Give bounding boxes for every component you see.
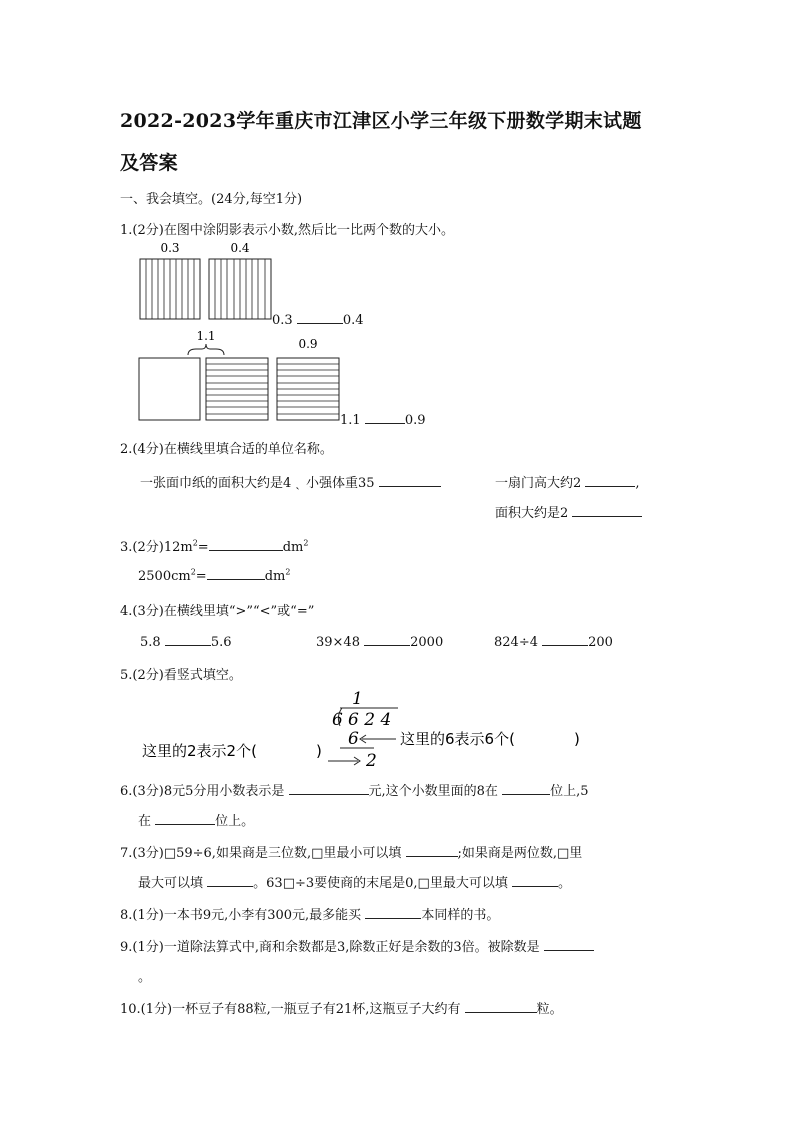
q4-c-blank[interactable] (542, 632, 588, 646)
q8-b: 本同样的书。 (421, 908, 500, 923)
q7-line1 (120, 842, 582, 861)
q1-cmp1-blank[interactable] (297, 310, 343, 324)
q6-line2 (138, 810, 254, 829)
q5-divisor: 6 (332, 710, 343, 730)
q6-blank-1[interactable] (289, 781, 369, 795)
q1-label-c: 1.1 (196, 329, 216, 343)
q5-quotient: 1 (352, 689, 363, 709)
q1-cmp1-left: 0.3 (272, 313, 293, 328)
q1-label-b: 0.4 (230, 241, 250, 255)
q3-line2 (138, 566, 290, 584)
q1-cmp2-right: 0.9 (404, 413, 426, 428)
section-1-heading: 一、我会填空。(24分,每空1分) (120, 192, 303, 207)
q2-c-tail: , (635, 476, 640, 491)
q2-a-text: 一张面巾纸的面积大约是4 (140, 476, 292, 491)
q6-c: 位上,5 (550, 784, 589, 799)
q3-unit2: dm (264, 569, 286, 584)
q7-c: 最大可以填 (138, 876, 204, 891)
q2-item-c (495, 472, 640, 491)
q2-item-d (495, 502, 642, 521)
q2-item-b (306, 472, 441, 491)
brace-icon (188, 344, 224, 355)
q6-a: 6.(3分)8元5分用小数表示是 (120, 784, 285, 799)
q4-b-left: 39×48 (316, 635, 360, 650)
q6-line1 (120, 780, 588, 799)
q8-line (120, 904, 499, 923)
q4-item-a (140, 632, 232, 650)
doc-title-line2: 及答案 (120, 152, 178, 174)
q2-b-blank[interactable] (379, 473, 441, 487)
q10-b: 粒。 (536, 1002, 563, 1017)
q5-note-right: 这里的6表示6个( (400, 730, 515, 748)
q1-label-d: 0.9 (298, 337, 318, 351)
q6-blank-3[interactable] (155, 811, 215, 825)
q3-unit1: dm (282, 540, 304, 555)
q2-d-blank[interactable] (572, 503, 642, 517)
q6-e: 位上。 (215, 814, 255, 829)
q1-compare-1 (272, 310, 364, 328)
q1-compare-2 (340, 410, 426, 428)
q1-figures (130, 238, 450, 428)
q3-blank-1[interactable] (209, 537, 283, 551)
q5-text: 5.(2分)看竖式填空。 (120, 668, 242, 683)
q3-blank-2[interactable] (207, 566, 265, 580)
q7-e: 。 (557, 876, 571, 891)
q6-b: 元,这个小数里面的8在 (368, 784, 498, 799)
q6-blank-2[interactable] (502, 781, 550, 795)
q4-b-right: 2000 (410, 635, 444, 650)
q1-cmp2-blank[interactable] (365, 410, 405, 424)
q2-text: 2.(4分)在横线里填合适的单位名称。 (120, 442, 333, 457)
q4-c-right: 200 (588, 635, 613, 650)
q4-item-c (494, 632, 613, 650)
q5-product: 6 (348, 729, 359, 749)
q5-long-division (130, 688, 600, 772)
doc-title-line1: 2022-2023学年重庆市江津区小学三年级下册数学期末试题 (120, 110, 642, 132)
q4-a-right: 5.6 (210, 635, 232, 650)
q9-line2: 。 (138, 970, 152, 985)
q5-remainder: 2 (366, 751, 377, 771)
q2-a-mark: ˎ (295, 476, 300, 491)
q9-blank[interactable] (544, 937, 594, 951)
q7-blank-1[interactable] (406, 843, 458, 857)
q3-line2-text: 2500cm (138, 569, 191, 584)
q2-c-blank[interactable] (585, 473, 635, 487)
q3-eq1: = (197, 540, 209, 555)
q6-d: 在 (138, 814, 152, 829)
q5-note-right-end: ) (574, 730, 580, 748)
q4-a-blank[interactable] (165, 632, 211, 646)
q3-sup1: 2 (192, 538, 198, 548)
q10-blank[interactable] (465, 999, 537, 1013)
q7-blank-3[interactable] (512, 873, 558, 887)
q7-blank-2[interactable] (207, 873, 253, 887)
q2-d-text: 面积大约是2 (495, 506, 569, 521)
q4-item-b (316, 632, 443, 650)
q7-d: 。63□÷3要使商的末尾是0,□里最大可以填 (253, 876, 508, 891)
q3-line1 (120, 536, 308, 555)
q7-a: 7.(3分)□59÷6,如果商是三位数,□里最小可以填 (120, 846, 402, 861)
q3-sup3: 2 (190, 567, 196, 577)
q4-b-blank[interactable] (364, 632, 410, 646)
q10-a: 10.(1分)一杯豆子有88粒,一瓶豆子有21杯,这瓶豆子大约有 (120, 1002, 461, 1017)
q10-line (120, 998, 563, 1017)
q4-a-left: 5.8 (140, 635, 161, 650)
q4-c-left: 824÷4 (494, 635, 538, 650)
q7-b: ;如果商是两位数,□里 (457, 846, 583, 861)
q8-blank[interactable] (365, 905, 421, 919)
q9-a: 9.(1分)一道除法算式中,商和余数都是3,除数正好是余数的3倍。被除数是 (120, 940, 540, 955)
q5-note-left: 这里的2表示2个( (142, 742, 257, 760)
q8-a: 8.(1分)一本书9元,小李有300元,最多能买 (120, 908, 362, 923)
q1-text: 1.(2分)在图中涂阴影表示小数,然后比一比两个数的大小。 (120, 223, 454, 238)
q2-item-a (140, 472, 300, 491)
q1-label-a: 0.3 (160, 241, 180, 255)
q5-note-left-end: ) (316, 742, 322, 760)
q4-text: 4.(3分)在横线里填“>”“<”或“=” (120, 604, 315, 619)
q1-cmp1-right: 0.4 (342, 313, 364, 328)
q2-c-text: 一扇门高大约2 (495, 476, 582, 491)
q7-line2 (138, 872, 571, 891)
q5-dividend: 6 2 4 (348, 710, 392, 730)
q1-cmp2-left: 1.1 (340, 413, 361, 428)
q2-b-text: 小强体重35 (306, 476, 375, 491)
q3-sup4: 2 (285, 567, 291, 577)
q3-sup2: 2 (303, 538, 309, 548)
q3-eq2: = (195, 569, 207, 584)
q9-line1 (120, 936, 594, 955)
q1-grid-c1 (139, 358, 200, 420)
q3-label: 3.(2分)12m (120, 540, 193, 555)
